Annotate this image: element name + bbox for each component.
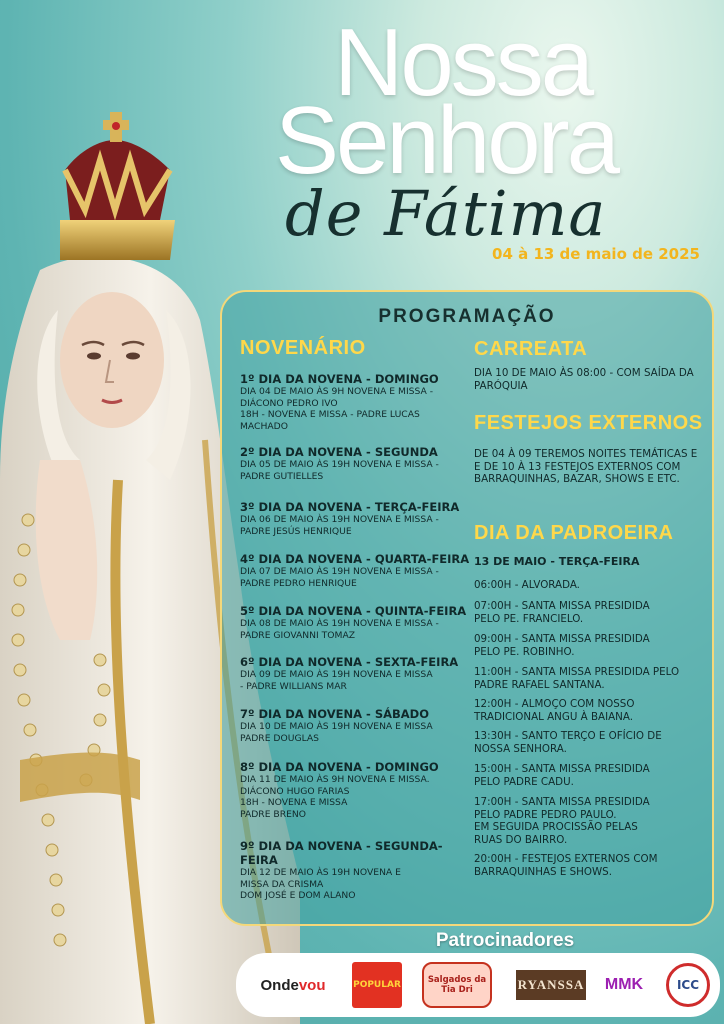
sponsors-title: Patrocinadores	[435, 930, 575, 951]
novena-day-heading: 7º DIA DA NOVENA - SÁBADO	[240, 707, 429, 721]
title-line-1: Nossa	[334, 9, 592, 116]
novena-day-details: DIA 04 DE MAIO ÀS 9H NOVENA E MISSA - DIÁCONO PEDRO IVO 18H - NOVENA E MISSA - PADRE LUCAS MACHADO	[240, 386, 434, 432]
novena-day-heading: 3º DIA DA NOVENA - TERÇA-FEIRA	[240, 500, 460, 514]
salgados-tia-dri-logo: Salgados da Tia Dri	[422, 962, 492, 1008]
novena-day-heading: 4º DIA DA NOVENA - QUARTA-FEIRA	[240, 552, 470, 566]
padroeira-item: 11:00H - SANTA MISSA PRESIDIDA PELO PADRE RAFAEL SANTANA.	[474, 666, 680, 691]
novena-day-heading: 1º DIA DA NOVENA - DOMINGO	[240, 372, 439, 386]
ondevou-logo-text-b: vou	[298, 976, 326, 994]
novena-day-2	[240, 445, 472, 482]
novena-day-details: DIA 09 DE MAIO ÀS 19H NOVENA E MISSA - PADRE WILLIANS MAR	[240, 669, 433, 692]
popular-logo: POPULAR	[352, 962, 402, 1008]
novena-day-7	[240, 707, 472, 744]
program-panel	[220, 290, 714, 926]
novena-day-details: DIA 07 DE MAIO ÀS 19H NOVENA E MISSA - PADRE PEDRO HENRIQUE	[240, 566, 439, 589]
novena-day-details: DIA 05 DE MAIO ÀS 19H NOVENA E MISSA - PADRE GUTIELLES	[240, 459, 439, 482]
padroeira-item: 20:00H - FESTEJOS EXTERNOS COM BARRAQUINHAS E SHOWS.	[474, 853, 658, 878]
novena-day-9	[240, 839, 472, 902]
icc-logo: ICC	[666, 963, 710, 1007]
sponsors-bar	[236, 953, 720, 1017]
program-title: PROGRAMAÇÃO	[378, 306, 556, 327]
festejos-heading: FESTEJOS EXTERNOS	[474, 412, 703, 434]
novena-day-1	[240, 372, 472, 432]
novena-day-details: DIA 12 DE MAIO ÀS 19H NOVENA E MISSA DA CRISMA DOM JOSÉ E DOM ALANO	[240, 867, 401, 901]
festejos-text: DE 04 À 09 TEREMOS NOITES TEMÁTICAS E E DE 10 À 13 FESTEJOS EXTERNOS COM BARRAQUINHAS, BAZAR, SHOWS E ETC.	[474, 448, 698, 485]
mmk-logo: MMK	[604, 976, 644, 993]
novena-day-3	[240, 500, 472, 537]
title-line-2: Senhora	[275, 87, 617, 194]
novena-day-details: DIA 11 DE MAIO ÀS 9H NOVENA E MISSA. DIÁCONO HUGO FARIAS 18H - NOVENA E MISSA PADRE BRENO	[240, 774, 430, 820]
padroeira-item: 12:00H - ALMOÇO COM NOSSO TRADICIONAL ANGU À BAIANA.	[474, 698, 635, 723]
padroeira-item: 15:00H - SANTA MISSA PRESIDIDA PELO PADRE CADU.	[474, 763, 650, 788]
ryanssa-logo: RYANSSA	[516, 970, 586, 1000]
ondevou-logo-text-a: Onde	[260, 976, 299, 994]
novena-day-6	[240, 655, 472, 692]
novena-day-details: DIA 10 DE MAIO ÀS 19H NOVENA E MISSA PADRE DOUGLAS	[240, 721, 433, 744]
novena-day-details: DIA 06 DE MAIO ÀS 19H NOVENA E MISSA - PADRE JESÚS HENRIQUE	[240, 514, 439, 537]
padroeira-item: 13:30H - SANTO TERÇO E OFÍCIO DE NOSSA SENHORA.	[474, 730, 662, 755]
novena-day-5	[240, 604, 472, 641]
novena-day-heading: 2º DIA DA NOVENA - SEGUNDA	[240, 445, 438, 459]
padroeira-item: 09:00H - SANTA MISSA PRESIDIDA PELO PE. ROBINHO.	[474, 633, 650, 658]
padroeira-date: 13 DE MAIO - TERÇA-FEIRA	[474, 555, 640, 568]
novenario-heading: NOVENÁRIO	[240, 337, 366, 359]
event-dates: 04 à 13 de maio de 2025	[492, 245, 700, 263]
novena-day-details: DIA 08 DE MAIO ÀS 19H NOVENA E MISSA - PADRE GIOVANNI TOMAZ	[240, 618, 439, 641]
title-line-3: de Fátima	[285, 177, 607, 250]
ondevou-logo	[258, 961, 328, 1009]
padroeira-item: 07:00H - SANTA MISSA PRESIDIDA PELO PE. FRANCIELO.	[474, 600, 650, 625]
novena-day-heading: 9º DIA DA NOVENA - SEGUNDA-FEIRA	[240, 839, 443, 867]
carreata-heading: CARREATA	[474, 338, 588, 360]
carreata-text: DIA 10 DE MAIO ÀS 08:00 - COM SAÍDA DA PARÓQUIA	[474, 367, 694, 392]
padroeira-item: 06:00H - ALVORADA.	[474, 579, 580, 591]
padroeira-item: 17:00H - SANTA MISSA PRESIDIDA PELO PADRE PEDRO PAULO. EM SEGUIDA PROCISSÃO PELAS RUAS DO BAIRRO.	[474, 796, 650, 846]
novena-day-4	[240, 552, 472, 589]
novena-day-8	[240, 760, 472, 820]
novena-day-heading: 6º DIA DA NOVENA - SEXTA-FEIRA	[240, 655, 459, 669]
novena-day-heading: 5º DIA DA NOVENA - QUINTA-FEIRA	[240, 604, 467, 618]
novena-day-heading: 8º DIA DA NOVENA - DOMINGO	[240, 760, 439, 774]
padroeira-heading: DIA DA PADROEIRA	[474, 522, 674, 544]
